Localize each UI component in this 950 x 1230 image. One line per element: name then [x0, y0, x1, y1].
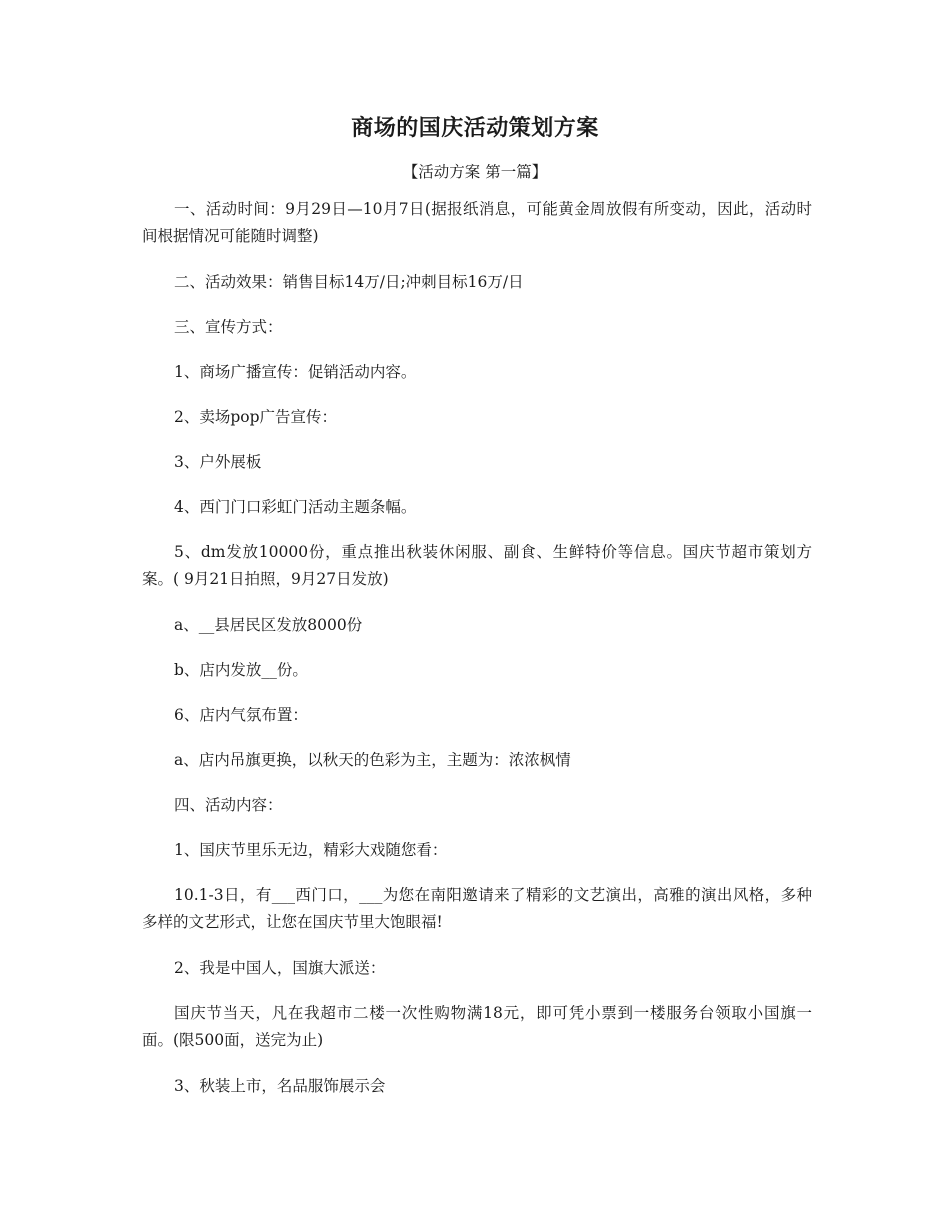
paragraph-activity-content: 四、活动内容：: [174, 796, 283, 814]
paragraph-autumn-fashion: 3、秋装上市，名品服饰展示会: [174, 1077, 386, 1095]
paragraph-pop-ads: 2、卖场pop广告宣传：: [174, 408, 338, 426]
paragraph-banner: 4、西门门口彩虹门活动主题条幅。: [174, 498, 417, 516]
paragraph-activity-time: 一、活动时间：9月29日—10月7日(据报纸消息，可能黄金周放假有所变动，因此，活动时间根据情况可能随时调整): [142, 200, 812, 245]
paragraph-outdoor-board: 3、户外展板: [174, 453, 262, 471]
paragraph-dm-flyers: 5、dm发放10000份，重点推出秋装休闲服、副食、生鲜特价等信息。国庆节超市策划方案。( 9月21日拍照，9月27日发放): [142, 543, 812, 588]
paragraph-residential-distribution: a、__县居民区发放8000份: [174, 616, 363, 634]
paragraph-activity-effect: 二、活动效果：销售目标14万/日;冲刺目标16万/日: [174, 273, 524, 291]
paragraph-flag-giveaway: 2、我是中国人，国旗大派送：: [174, 959, 386, 977]
paragraph-performance-details: 10.1-3日，有___西门口，___为您在南阳邀请来了精彩的文艺演出，高雅的演出风格，多种多样的文艺形式，让您在国庆节里大饱眼福!: [142, 886, 812, 931]
paragraph-holiday-show: 1、国庆节里乐无边，精彩大戏随您看：: [174, 841, 448, 859]
paragraph-instore-distribution: b、店内发放__份。: [174, 661, 308, 679]
document-title: 商场的国庆活动策划方案: [351, 115, 599, 141]
paragraph-promotion-methods: 三、宣传方式：: [174, 318, 283, 336]
paragraph-store-atmosphere: 6、店内气氛布置：: [174, 706, 308, 724]
document-subtitle: 【活动方案 第一篇】: [402, 163, 548, 181]
paragraph-broadcast: 1、商场广播宣传：促销活动内容。: [174, 363, 417, 381]
paragraph-flag-giveaway-details: 国庆节当天，凡在我超市二楼一次性购物满18元，即可凭小票到一楼服务台领取小国旗一面。(限500面，送完为止): [142, 1004, 812, 1049]
paragraph-hanging-flags: a、店内吊旗更换，以秋天的色彩为主，主题为：浓浓枫情: [174, 751, 571, 769]
